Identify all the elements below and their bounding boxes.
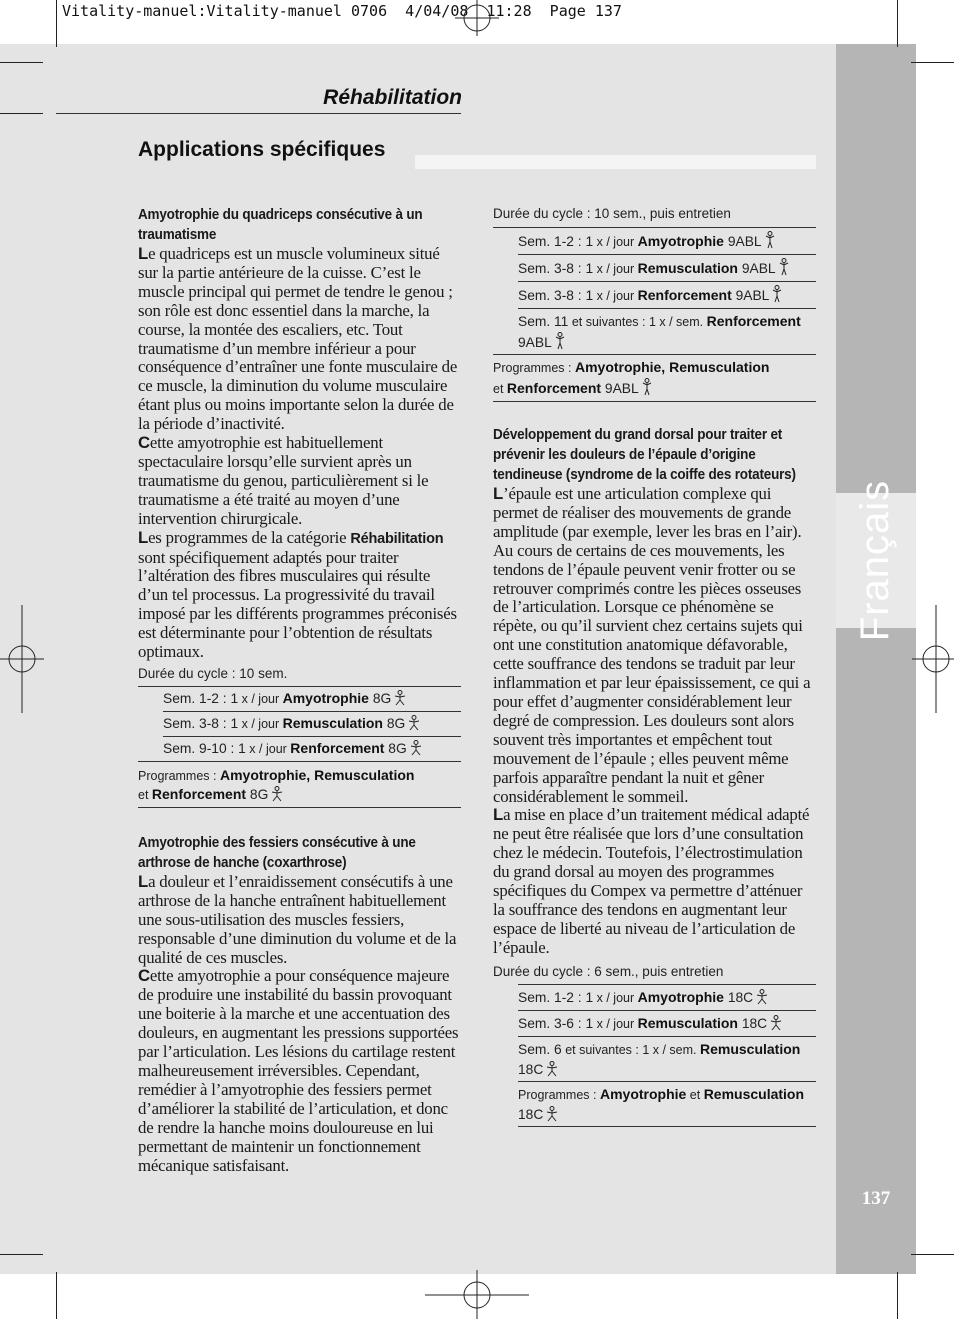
crop-mark (0, 62, 43, 63)
paragraph: Cette amyotrophie a pour conséquence majeure de produire une instabilité du bassin provoquant une boiterie à la marche et une accentuation des douleurs, en augmentant les pressions supportées par l’articulation. Les lésions du cartilage restent malheureusement irréversibles. Cependant, remédier à l’amyotrophie des fessiers permet d’améliorer la stabilité de l’articulation, et donc de rendre la hanche moins douloureuse en lui permettant de maintenir un fonctionnement mécanique satisfaisant. (138, 966, 459, 1175)
session-row: Sem. 1-2 : 1 x / jour Amyotrophie 8G (138, 687, 461, 711)
crop-mark (897, 0, 898, 47)
article-title: Amyotrophie du quadriceps consécutive à un traumatisme (138, 207, 423, 243)
body-figure-icon (271, 786, 283, 802)
crop-mark (911, 1254, 954, 1255)
session-row: Sem. 1-2 : 1 x / jour Amyotrophie 18C (493, 985, 816, 1010)
session-row: Sem. 3-8 : 1 x / jour Remusculation 8G (138, 712, 461, 736)
language-label: Français (853, 479, 898, 642)
programs-line: Programmes : Amyotrophie et Remusculation 18C (518, 1085, 805, 1122)
session-row: Sem. 6 et suivantes : 1 x / sem. Remusculation 18C (518, 1040, 801, 1077)
left-column (138, 205, 461, 1175)
session-row: Sem. 3-8 : 1 x / jour Remusculation 9ABL (493, 255, 816, 281)
cycle-duration: Durée du cycle : 10 sem. (138, 665, 288, 681)
article-title: Amyotrophie des fessiers consécutive à une arthrose de hanche (coxarthrose) (138, 834, 416, 871)
body-figure-icon (770, 1015, 782, 1031)
body-figure-icon (756, 989, 768, 1005)
session-row: Sem. 11 et suivantes : 1 x / sem. Renforcement 9ABL (518, 313, 801, 350)
body-figure-icon (408, 715, 420, 731)
right-column (493, 206, 816, 1127)
paragraph: L’épaule est une articulation complexe qui permet de réaliser des mouvements de grande amplitude (par exemple, lever les bras en l’air). Au cours de certains de ces mouvements, les tendons de l’épaule peuvent venir frotter ou se retrouver comprimés contre les pièces osseuses de l’articulation. Lorsque ce phénomène se répète, ou qu’il survient chez certains sujets qui ont une constitution anatomique défavorable, cette souffrance des tendons se traduit par leur inflammation et par leur épaississement, ce qui a pour effet d’augmenter considérablement leur degré de compression. Les douleurs sont alors souvent très importantes et empêchent tout mouvement de l’épaule ; elles peuvent même parfois apparaître pendant la nuit et gêner considérablement le sommeil. (493, 484, 811, 806)
crop-mark (56, 0, 57, 47)
paragraph: Cette amyotrophie est habituellement spectaculaire lorsqu’elle survient après un traumatisme du genou, particulièrement si le traumatisme a été traité au moyen d’une intervention chirurgicale. (138, 433, 429, 528)
paragraph: La douleur et l’enraidissement consécutifs à une arthrose de la hanche entraînent habituellement une sous-utilisation des muscles fessiers, responsable d’une diminution du volume et de la qualité de ces muscles. (138, 871, 457, 967)
programs-line: Programmes : Amyotrophie, Remusculation et Renforcement 9ABL (493, 359, 770, 396)
crop-mark (0, 113, 43, 114)
body-figure-icon (394, 690, 406, 706)
page-number: 137 (861, 1188, 891, 1209)
print-slug: Vitality-manuel:Vitality-manuel 0706 4/04/08 11:28 Page 137 (62, 2, 622, 20)
section-rule (56, 113, 461, 114)
session-row: Sem. 3-6 : 1 x / jour Remusculation 18C (493, 1011, 816, 1036)
body-figure-icon (546, 1061, 558, 1077)
standing-figure-icon (779, 258, 789, 276)
paragraph: Le quadriceps est un muscle volumineux situé sur la partie antérieure de la cuisse. C’est le muscle principal qui permet de tendre le genou ; son rôle est donc essentiel dans la marche, la course, la montée des escaliers, etc. Tout traumatisme d’un membre inférieur a pour conséquence d’entraîner une fonte musculaire de ce muscle, la diminution du volume musculaire étant plus ou moins importante selon la durée de la période d’inactivité. (138, 244, 458, 434)
session-row: Sem. 1-2 : 1 x / jour Amyotrophie 9ABL (493, 228, 816, 254)
standing-figure-icon (765, 231, 775, 249)
page-heading: Applications spécifiques (138, 138, 386, 161)
table-rule (518, 1126, 816, 1127)
programs-line: Programmes : Amyotrophie, Remusculation et Renforcement 8G (138, 766, 415, 802)
article-title: Développement du grand dorsal pour traiter et prévenir les douleurs de l’épaule d’origine tendineuse (syndrome de la coiffe des rotateurs) (493, 427, 796, 483)
sidebar-strip (836, 44, 916, 1274)
standing-figure-icon (555, 332, 565, 350)
standing-figure-icon (772, 285, 782, 303)
body-figure-icon (410, 740, 422, 756)
table-rule (138, 807, 461, 808)
session-row: Sem. 9-10 : 1 x / jour Renforcement 8G (138, 737, 461, 761)
crop-mark (56, 1272, 57, 1319)
crop-mark (911, 62, 954, 63)
registration-mark-icon (425, 1270, 529, 1319)
registration-mark-icon (455, 0, 499, 36)
heading-bar (415, 155, 816, 169)
table-rule (493, 401, 816, 402)
cycle-duration: Durée du cycle : 6 sem., puis entretien (493, 963, 724, 979)
cycle-duration: Durée du cycle : 10 sem., puis entretien (493, 206, 731, 221)
standing-figure-icon (642, 378, 652, 396)
body-figure-icon (546, 1106, 558, 1122)
crop-mark (0, 1254, 43, 1255)
session-row: Sem. 3-8 : 1 x / jour Renforcement 9ABL (493, 282, 816, 308)
registration-mark-icon (0, 605, 44, 713)
paragraph: La mise en place d’un traitement médical adapté ne peut être réalisée que lors d’une consultation chez le médecin. Toutefois, l’électrostimulation du grand dorsal au moyen des programmes spécifiques du Compex va permettre d’atténuer la souffrance des tendons en augmentant leur espace de liberté au niveau de l’articulation de l’épaule. (493, 805, 810, 957)
section-title: Réhabilitation (323, 86, 462, 109)
paragraph: Les programmes de la catégorie Réhabilitation sont spécifiquement adaptés pour traiter l’altération des fibres musculaires qui résulte d’un tel processus. La progressivité du travail imposé par les différents programmes préconisés est déterminante pour l’obtention de résultats optimaux. (138, 527, 457, 662)
registration-mark-icon (912, 605, 954, 713)
crop-mark (897, 1272, 898, 1319)
